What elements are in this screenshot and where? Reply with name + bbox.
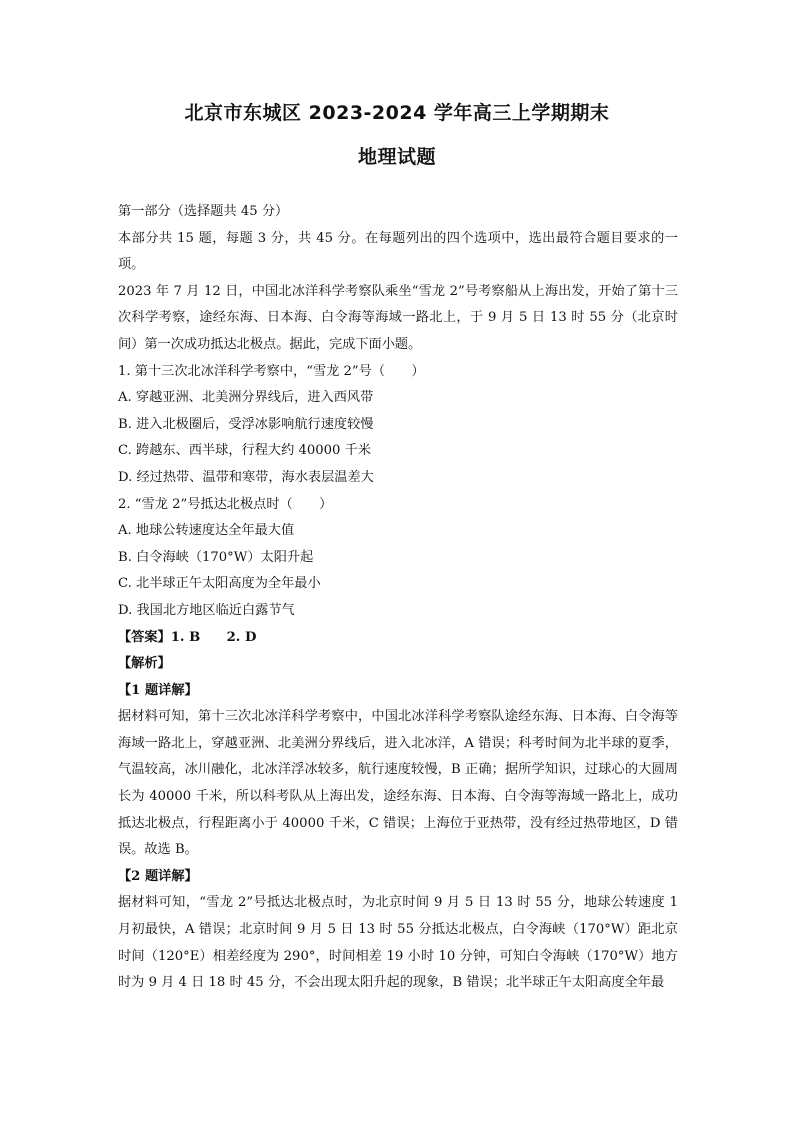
section-heading: 第一部分（选择题共 45 分）	[118, 204, 289, 219]
question-1-option-b: B. 进入北极圈后，受浮冰影响航行速度较慢	[118, 416, 374, 432]
question-2-option-b: B. 白令海峡（170°W）太阳升起	[118, 549, 314, 565]
question-1-detail-text: 据材料可知，第十三次北冰洋科学考察中，中国北冰洋科学考察队途经东海、日本海、白令海等海域一路北上，穿越亚洲、北美洲分界线后，进入北冰洋，A 错误；科考时间为北半球的夏季，气温较高，冰川融化，北冰洋浮冰较多，航行速度较慢，B 正确；据所学知识，过球心的大圆周长为 40000 千米，所以科考队从上海出发，途经东海、日本海、白令海等海域一路北上，成功抵达北极点，行程距离小于 40000 千米，C 错误；上海位于亚热带，没有经过热带地区，D 错误。故选 B。	[118, 709, 678, 858]
document-subtitle: 地理试题	[357, 146, 436, 168]
question-1: 1. 第十三次北冰洋科学考察中，“雪龙 2”号（ ）	[118, 363, 425, 379]
question-2-option-a: A. 地球公转速度达全年最大值	[118, 523, 295, 539]
analysis-heading: 【解析】	[118, 656, 171, 672]
question-2-option-d: D. 我国北方地区临近白露节气	[118, 602, 295, 618]
section-instructions: 本部分共 15 题，每题 3 分，共 45 分。在每题列出的四个选项中，选出最符合题目要求的一项。	[118, 230, 678, 273]
question-2-detail-heading: 【2 题详解】	[118, 868, 198, 884]
document-body	[118, 199, 678, 997]
material-paragraph: 2023 年 7 月 12 日，中国北冰洋科学考察队乘坐“雪龙 2”号考察船从上海出发，开始了第十三次科学考察，途经东海、日本海、白令海等海域一路北上，于 9 月 5 日 13 时 55 分（北京时间）第一次成功抵达北极点。据此，完成下面小题。	[118, 283, 678, 352]
question-2-detail-text: 据材料可知，“雪龙 2”号抵达北极点时，为北京时间 9 月 5 日 13 时 55 分，地球公转速度 1 月初最快，A 错误；北京时间 9 月 5 日 13 时 55 分抵达北极点，白令海峡（170°W）距北京时间（120°E）相差经度为 290°，时间相差 19 小时 10 分钟，可知白令海峡（170°W）地方时为 9 月 4 日 18 时 45 分，不会出现太阳升起的现象，B 错误；北半球正午太阳高度全年最	[118, 895, 678, 991]
question-2: 2. “雪龙 2”号抵达北极点时（ ）	[118, 496, 333, 512]
question-1-option-a: A. 穿越亚洲、北美洲分界线后，进入西风带	[118, 390, 374, 406]
document-title: 北京市东城区 2023-2024 学年高三上学期期末	[184, 102, 610, 124]
answer-line: 【答案】1. B 2. D	[118, 629, 257, 645]
question-1-option-d: D. 经过热带、温带和寒带，海水表层温差大	[118, 469, 374, 485]
question-2-option-c: C. 北半球正午太阳高度为全年最小	[118, 576, 321, 592]
question-1-option-c: C. 跨越东、西半球，行程大约 40000 千米	[118, 443, 371, 459]
question-1-detail-heading: 【1 题详解】	[118, 682, 198, 698]
